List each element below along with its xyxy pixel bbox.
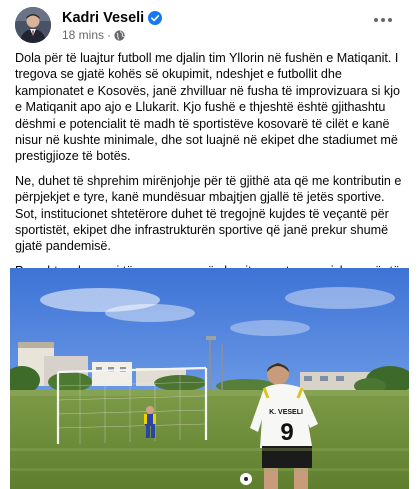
verified-badge-icon [148, 11, 162, 25]
avatar-portrait [15, 7, 51, 43]
post-paragraph-1: Dola për të luajtur futboll me djalin tim Yllorin në fushën e Matiqanit. I tregova se gjatë kohës së okupimit, ndeshjet e futbollit dhe kampionatet e Kosovës, janë zhvilluar në fusha të improvizuara si kjo e Matiqanit apo ajo e Llukarit. Kjo fushë e thjeshtë është gjithashtu dëshmi e potencialit të madh të sportistëve kosovarë të cilët e kanë nisur në kushte minimale, dhe sot luajnë në ekipet dhe stadiumet më prestigjioze të botës. [15, 51, 401, 164]
author-line [62, 9, 162, 27]
football-field-photo [10, 268, 409, 489]
author-avatar[interactable] [15, 7, 51, 43]
jersey-number: 9 [280, 419, 294, 446]
more-options-icon [373, 18, 394, 22]
ball-icon [240, 473, 252, 485]
post-photo[interactable] [10, 268, 409, 489]
post-paragraph-2: Ne, duhet të shprehim mirënjohje për të gjithë ata që me kontributin e përpjekjet e tyre, kanë mundësuar mbajtjen gjallë të jetës sportive. Sot, institucionet shtetërore duhet të tregojnë kujdes të veçantë për sportistët, ekipet dhe infrastrukturën sportive që janë prekur shumë gjatë pandemisë. [15, 173, 402, 254]
post-header [0, 0, 419, 46]
more-options-button[interactable] [370, 10, 396, 30]
jersey-name: K. VESELI [269, 409, 303, 416]
globe-icon[interactable] [114, 30, 125, 41]
post-timestamp[interactable]: 18 mins [62, 28, 105, 42]
author-name[interactable]: Kadri Veseli [62, 10, 145, 26]
meta-separator: · [107, 28, 112, 42]
post-meta [62, 28, 125, 42]
